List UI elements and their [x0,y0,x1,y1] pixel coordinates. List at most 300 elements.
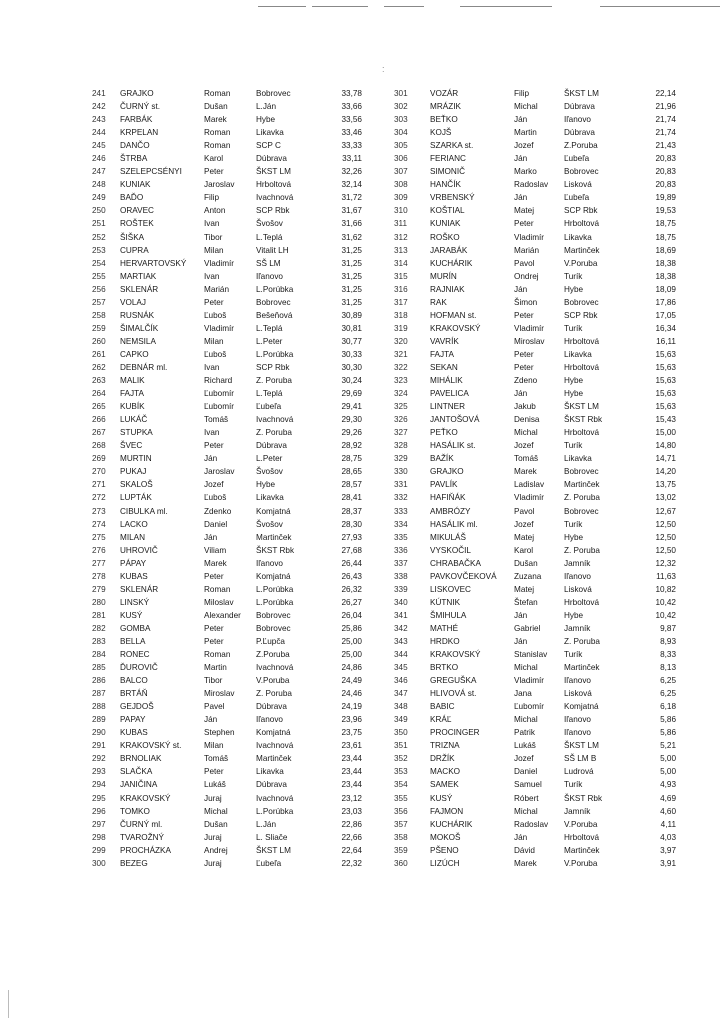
row-rank: 344 [394,650,408,660]
row-surname: CUPRA [120,245,149,255]
row-club: Ivachnová [256,193,294,203]
row-firstname: Róbert [514,793,539,803]
row-club: Dúbrava [564,128,595,138]
row-surname: ROŠKO [430,232,460,242]
row-firstname: Matej [514,532,535,542]
row-club: Komjatná [256,728,291,738]
row-firstname: Vladimír [514,493,545,503]
row-club: Švošov [256,519,283,529]
row-points: 31,25 [341,258,362,268]
row-points: 3,91 [660,858,676,868]
row-rank: 248 [92,180,106,190]
row-club: Iľanovo [256,558,283,568]
ranking-row [388,857,718,870]
row-points: 17,86 [655,297,676,307]
row-firstname: Roman [204,141,231,151]
row-firstname: Martin [514,128,537,138]
row-points: 28,37 [341,506,362,516]
row-surname: MACKO [430,767,461,777]
row-rank: 272 [92,493,106,503]
row-rank: 288 [92,702,106,712]
ranking-column-right [388,87,718,870]
row-club: Hybe [564,376,584,386]
ranking-row [388,296,718,309]
row-points: 23,44 [341,767,362,777]
ranking-row [388,439,718,452]
row-firstname: Ivan [204,428,220,438]
row-points: 23,03 [341,806,362,816]
row-club: SCP Rbk [256,362,290,372]
row-rank: 356 [394,806,408,816]
row-firstname: Ján [514,284,528,294]
row-points: 10,42 [655,597,676,607]
row-club: Švošov [256,467,283,477]
row-rank: 325 [394,402,408,412]
row-rank: 323 [394,376,408,386]
row-points: 9,87 [660,623,676,633]
row-rank: 310 [394,206,408,216]
row-surname: MIHÁLIK [430,376,463,386]
row-club: Z.Poruba [256,650,290,660]
row-rank: 257 [92,297,106,307]
row-firstname: Michal [514,102,538,112]
row-rank: 329 [394,454,408,464]
row-firstname: Jakub [514,402,536,412]
ranking-row [82,570,412,583]
row-firstname: Peter [204,623,224,633]
row-firstname: Michal [514,715,538,725]
row-club: Hybe [564,610,584,620]
row-points: 5,21 [660,741,676,751]
row-firstname: Stephen [204,728,235,738]
row-surname: VOLAJ [120,297,146,307]
row-points: 10,82 [655,584,676,594]
row-surname: FARBÁK [120,115,153,125]
row-club: Hybe [564,532,584,542]
row-club: L.Porúbka [256,284,294,294]
row-points: 31,25 [341,284,362,294]
row-rank: 273 [92,506,106,516]
ranking-row [82,165,412,178]
ranking-row [388,165,718,178]
row-firstname: Patrik [514,728,535,738]
ranking-row [388,426,718,439]
ranking-row [82,661,412,674]
row-points: 4,03 [660,832,676,842]
row-rank: 302 [394,102,408,112]
row-firstname: Tibor [204,676,223,686]
row-club: Hrboltová [564,362,600,372]
row-firstname: Peter [204,636,224,646]
ranking-row [388,491,718,504]
row-surname: GRAJKO [120,89,154,98]
row-points: 13,75 [655,480,676,490]
row-firstname: Dušan [204,102,228,112]
row-surname: VAVRÍK [430,336,459,346]
row-firstname: Juraj [204,858,222,868]
row-firstname: Miroslav [514,336,545,346]
row-surname: BALCO [120,676,148,686]
row-club: Komjatná [256,506,291,516]
ranking-row [388,739,718,752]
row-points: 6,25 [660,676,676,686]
row-club: SŠ LM [256,258,281,268]
row-surname: KRAKOVSKÝ [430,650,481,660]
row-rank: 324 [394,389,408,399]
row-rank: 265 [92,402,106,412]
row-surname: KUBÍK [120,402,145,412]
row-club: Ivachnová [256,415,294,425]
ranking-row [388,596,718,609]
row-points: 33,33 [341,141,362,151]
row-rank: 345 [394,663,408,673]
ranking-row [82,270,412,283]
row-surname: RAK [430,297,447,307]
row-points: 21,74 [655,115,676,125]
row-firstname: Filip [204,193,220,203]
scan-edge-line [312,6,368,7]
row-rank: 332 [394,493,408,503]
row-club: Likavka [564,454,592,464]
ranking-row [82,178,412,191]
row-club: Dúbrava [256,780,287,790]
ranking-row [82,426,412,439]
row-rank: 338 [394,571,408,581]
row-rank: 343 [394,636,408,646]
row-rank: 292 [92,754,106,764]
row-club: Iľanovo [564,115,591,125]
row-club: Ľubeľa [564,154,590,164]
row-points: 4,11 [660,819,676,829]
row-club: L.Peter [256,336,283,346]
row-rank: 262 [92,362,106,372]
row-firstname: Tibor [204,232,223,242]
row-firstname: Peter [204,297,224,307]
row-firstname: Ján [514,115,528,125]
row-surname: TRIZNA [430,741,460,751]
ranking-row [82,296,412,309]
row-rank: 255 [92,271,106,281]
ranking-row [82,322,412,335]
row-rank: 341 [394,610,408,620]
row-club: Z. Poruba [256,376,292,386]
row-rank: 247 [92,167,106,177]
row-club: ŠKST Rbk [564,793,603,803]
row-firstname: Milan [204,336,224,346]
row-firstname: Zdenko [204,506,232,516]
row-club: L.Teplá [256,232,283,242]
ranking-row [388,387,718,400]
row-points: 26,44 [341,558,362,568]
row-points: 28,57 [341,480,362,490]
row-firstname: Jozef [514,441,534,451]
row-points: 5,86 [660,728,676,738]
ranking-row [82,126,412,139]
row-points: 12,67 [655,506,676,516]
row-surname: RONEC [120,650,150,660]
row-rank: 327 [394,428,408,438]
row-club: Iľanovo [256,271,283,281]
row-surname: SAMEK [430,780,459,790]
ranking-row [388,139,718,152]
row-surname: GREGUŠKA [430,676,477,686]
row-points: 10,42 [655,610,676,620]
row-firstname: Jaroslav [204,467,235,477]
row-rank: 359 [394,845,408,855]
row-firstname: Juraj [204,793,222,803]
row-club: L.Porúbka [256,597,294,607]
ranking-row [82,257,412,270]
row-points: 31,62 [341,232,362,242]
row-firstname: Andrej [204,845,228,855]
row-club: Z. Poruba [256,428,292,438]
ranking-row [388,87,718,100]
row-surname: FAJTA [120,389,144,399]
row-club: Bobrovec [564,297,599,307]
row-surname: TVAROŽNÝ [120,832,164,842]
row-rank: 284 [92,650,106,660]
row-club: ŠKST LM [256,845,291,855]
row-surname: KRAKOVSKÝ [430,323,481,333]
row-rank: 287 [92,689,106,699]
ranking-row [82,831,412,844]
row-rank: 280 [92,597,106,607]
row-points: 21,74 [655,128,676,138]
row-surname: ROŠTEK [120,219,154,229]
row-firstname: Jozef [514,141,534,151]
row-points: 25,00 [341,636,362,646]
row-surname: FAJMON [430,806,464,816]
row-surname: ČURNÝ ml. [120,819,163,829]
ranking-row [82,400,412,413]
row-club: Hrboltová [564,832,600,842]
row-club: Likavka [256,767,284,777]
row-firstname: Miloslav [204,597,234,607]
row-surname: BABIC [430,702,455,712]
ranking-row [388,687,718,700]
ranking-row [388,100,718,113]
row-points: 4,60 [660,806,676,816]
row-club: Švošov [256,219,283,229]
row-firstname: Dušan [514,558,538,568]
row-surname: KUNIAK [430,219,461,229]
row-firstname: Radoslav [514,819,549,829]
row-rank: 294 [92,780,106,790]
row-surname: KRAKOVSKÝ st. [120,741,182,751]
row-rank: 251 [92,219,106,229]
row-club: Martinček [564,480,600,490]
row-rank: 346 [394,676,408,686]
row-rank: 282 [92,623,106,633]
row-firstname: Dávid [514,845,535,855]
row-surname: HASÁLIK ml. [430,519,478,529]
row-surname: PROCINGER [430,728,480,738]
row-surname: BAĎO [120,193,144,203]
ranking-row [388,700,718,713]
row-club: Bobrovec [256,623,291,633]
row-points: 26,04 [341,610,362,620]
row-club: V.Poruba [256,676,290,686]
row-points: 23,96 [341,715,362,725]
row-club: Vitalit LH [256,245,289,255]
row-points: 25,00 [341,650,362,660]
ranking-row [82,622,412,635]
row-club: Martinček [256,754,292,764]
ranking-row [388,322,718,335]
row-surname: KUNIAK [120,180,151,190]
row-rank: 289 [92,715,106,725]
row-firstname: Peter [204,767,224,777]
row-rank: 300 [92,858,106,868]
row-rank: 268 [92,441,106,451]
row-rank: 350 [394,728,408,738]
row-rank: 318 [394,310,408,320]
ranking-row [82,113,412,126]
ranking-row [82,465,412,478]
row-rank: 335 [394,532,408,542]
row-club: Turík [564,323,583,333]
row-rank: 334 [394,519,408,529]
ranking-row [82,217,412,230]
row-club: Dúbrava [256,154,287,164]
row-points: 22,86 [341,819,362,829]
row-firstname: Daniel [514,767,538,777]
row-surname: MOKOŠ [430,832,461,842]
row-rank: 260 [92,336,106,346]
ranking-row [82,792,412,805]
row-rank: 254 [92,258,106,268]
row-rank: 252 [92,232,106,242]
ranking-row [82,139,412,152]
row-firstname: Marek [514,467,537,477]
row-firstname: Jozef [204,480,224,490]
ranking-row [388,765,718,778]
row-firstname: Ľubomír [514,702,545,712]
row-club: Bobrovec [564,167,599,177]
row-surname: CAPKO [120,349,149,359]
ranking-row [388,126,718,139]
row-rank: 333 [394,506,408,516]
ranking-row [388,792,718,805]
ranking-row [82,609,412,622]
row-points: 30,30 [341,362,362,372]
row-points: 28,41 [341,493,362,503]
row-club: Z. Poruba [564,636,600,646]
row-points: 31,66 [341,219,362,229]
row-firstname: Marek [204,115,227,125]
ranking-row [388,531,718,544]
row-rank: 322 [394,362,408,372]
row-surname: LUPTÁK [120,493,152,503]
row-club: Jamník [564,806,591,816]
row-club: Bobrovec [564,506,599,516]
ranking-row [82,374,412,387]
row-firstname: Tomáš [514,454,539,464]
row-firstname: Karol [204,154,224,164]
ranking-row [388,648,718,661]
row-club: Ivachnová [256,663,294,673]
row-firstname: Ján [204,532,218,542]
ranking-row [82,765,412,778]
row-club: Likavka [256,493,284,503]
row-surname: JANTOŠOVÁ [430,415,480,425]
row-firstname: Ivan [204,219,220,229]
row-surname: ŠVEC [120,441,143,451]
row-surname: SZARKA st. [430,141,474,151]
row-club: Z. Poruba [256,689,292,699]
row-surname: MATHÉ [430,623,459,633]
row-firstname: Roman [204,650,231,660]
row-club: Bešeňová [256,310,293,320]
row-rank: 278 [92,571,106,581]
ranking-row [82,739,412,752]
row-rank: 313 [394,245,408,255]
row-club: SCP C [256,141,281,151]
row-rank: 299 [92,845,106,855]
row-points: 22,14 [655,89,676,98]
row-firstname: Pavol [514,506,535,516]
ranking-row [82,583,412,596]
row-firstname: Viliam [204,545,227,555]
row-club: L.Porúbka [256,584,294,594]
ranking-row [388,583,718,596]
row-points: 33,11 [342,154,362,164]
ranking-row [388,204,718,217]
row-club: L. Sliače [256,832,288,842]
ranking-row [82,452,412,465]
row-club: Hybe [256,480,276,490]
row-points: 16,11 [656,336,676,346]
row-surname: SKLENÁR [120,584,159,594]
row-rank: 328 [394,441,408,451]
row-firstname: Vladimír [204,323,235,333]
row-surname: JARABÁK [430,245,468,255]
row-firstname: Peter [514,219,534,229]
scan-edge-line [258,6,306,7]
row-club: Dúbrava [256,702,287,712]
row-club: Z.Poruba [564,141,598,151]
row-surname: LINTNER [430,402,466,412]
row-firstname: Roman [204,89,231,98]
scan-edge-line [600,6,720,7]
row-club: Dúbrava [256,441,287,451]
row-points: 31,25 [341,245,362,255]
row-rank: 267 [92,428,106,438]
row-club: Ľubeľa [256,858,282,868]
row-firstname: Marek [514,858,537,868]
row-club: Turík [564,780,583,790]
row-firstname: Ivan [204,362,220,372]
row-club: SCP Rbk [564,206,598,216]
row-club: L.Porúbka [256,806,294,816]
row-surname: KOŠTIAL [430,206,465,216]
ranking-row [388,231,718,244]
row-surname: HRDKO [430,636,460,646]
row-rank: 290 [92,728,106,738]
row-surname: PROCHÁZKA [120,845,171,855]
ranking-row [388,778,718,791]
row-points: 5,00 [660,754,676,764]
row-rank: 285 [92,663,106,673]
row-surname: BELLA [120,636,146,646]
row-surname: MARTIAK [120,271,157,281]
row-points: 15,63 [655,402,676,412]
row-rank: 315 [394,271,408,281]
row-firstname: Ján [204,454,218,464]
row-firstname: Michal [514,806,538,816]
row-surname: LACKO [120,519,148,529]
row-surname: BEŤKO [430,115,458,125]
